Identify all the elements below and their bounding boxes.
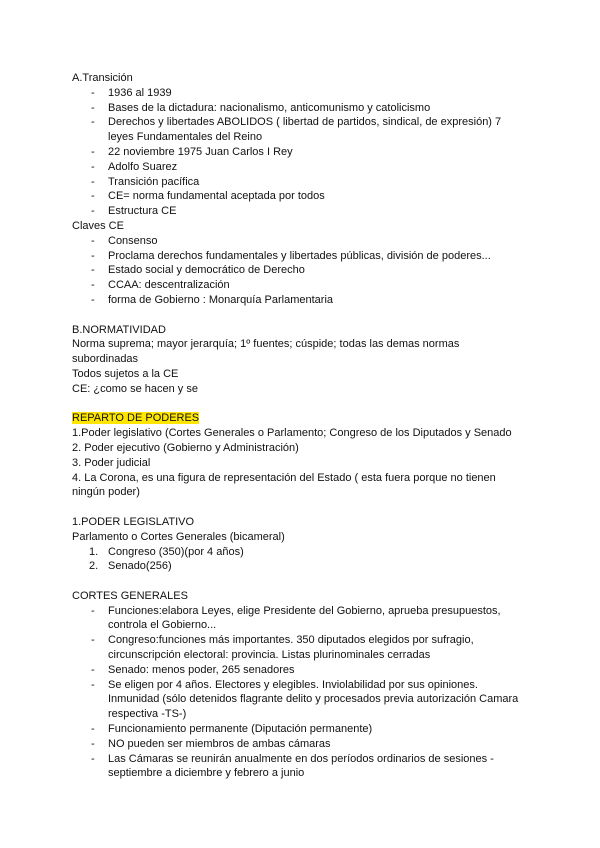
spacer [72, 500, 528, 515]
claves-list [72, 234, 528, 308]
list-item: - Se eligen por 4 años. Electores y elegibles. Inviolabilidad por sus opiniones. Inmunidad (sólo detenidos flagrante delito y procesados previa autorización Camara respectiva -TS-) [72, 678, 528, 722]
list-item: - 1936 al 1939 [72, 86, 528, 101]
list-item-text: Congreso (350)(por 4 años) [108, 545, 244, 558]
list-item: - Bases de la dictadura: nacionalismo, anticomunismo y catolicismo [72, 101, 528, 116]
list-item: - Las Cámaras se reunirán anualmente en dos períodos ordinarios de sesiones - septiembre a diciembre y febrero a junio [72, 752, 528, 782]
list-item: - Consenso [72, 234, 528, 249]
reparto-item: 3. Poder judicial [72, 456, 151, 469]
reparto-item: 4. La Corona, es una figura de representación del Estado ( esta fuera porque no tienen ningún poder) [72, 471, 496, 499]
cortes-list [72, 604, 528, 782]
reparto-heading [72, 411, 528, 426]
list-item: - Funcionamiento permanente (Diputación permanente) [72, 722, 528, 737]
section-b-title: B.NORMATIVIDAD [72, 323, 166, 336]
list-item: - Senado: menos poder, 265 senadores [72, 663, 528, 678]
section-b-line: CE: ¿como se hacen y se [72, 382, 198, 395]
reparto-item: 2. Poder ejecutivo (Gobierno y Administración) [72, 441, 299, 454]
list-item [72, 545, 528, 560]
reparto-item: 1.Poder legislativo (Cortes Generales o Parlamento; Congreso de los Diputados y Senado [72, 427, 512, 440]
poder-legislativo-title: 1.PODER LEGISLATIVO [72, 515, 195, 528]
list-item: - Estado social y democrático de Derecho [72, 263, 528, 278]
section-a-list [72, 86, 528, 219]
list-item: - forma de Gobierno : Monarquía Parlamentaria [72, 293, 528, 308]
list-item: - Estructura CE [72, 204, 528, 219]
poder-legislativo-subtitle: Parlamento o Cortes Generales (bicameral) [72, 530, 285, 543]
spacer [72, 574, 528, 589]
spacer [72, 397, 528, 412]
spacer [72, 308, 528, 323]
section-b-line: Norma suprema; mayor jerarquía; 1º fuentes; cúspide; todas las demas normas subordinadas [72, 338, 460, 366]
list-item: - Funciones:elabora Leyes, elige Presidente del Gobierno, aprueba presupuestos, controla el Gobierno... [72, 604, 528, 634]
list-item: - Adolfo Suarez [72, 160, 528, 175]
camaras-list [72, 545, 528, 575]
list-item [72, 559, 528, 574]
list-number: 1. [89, 545, 99, 558]
claves-title: Claves CE [72, 219, 124, 232]
section-b-line: Todos sujetos a la CE [72, 367, 179, 380]
list-item: - 22 noviembre 1975 Juan Carlos I Rey [72, 145, 528, 160]
list-item: - Proclama derechos fundamentales y libertades públicas, división de poderes... [72, 249, 528, 264]
list-item: - Transición pacífica [72, 175, 528, 190]
section-a-title: A.Transición [72, 72, 133, 84]
list-number: 2. [89, 560, 99, 573]
list-item: - NO pueden ser miembros de ambas cámaras [72, 737, 528, 752]
document-page [72, 71, 528, 781]
list-item: - CCAA: descentralización [72, 278, 528, 293]
list-item: - Congreso:funciones más importantes. 350 diputados elegidos por sufragio, circunscripción electoral: provincia. Listas plurinominales cerradas [72, 633, 528, 663]
cortes-title: CORTES GENERALES [72, 589, 188, 602]
list-item: - CE= norma fundamental aceptada por todos [72, 189, 528, 204]
list-item-text: Senado(256) [108, 560, 172, 573]
highlighted-title: REPARTO DE PODERES [72, 412, 200, 425]
list-item: - Derechos y libertades ABOLIDOS ( libertad de partidos, sindical, de expresión) 7 leyes Fundamentales del Reino [72, 115, 528, 145]
